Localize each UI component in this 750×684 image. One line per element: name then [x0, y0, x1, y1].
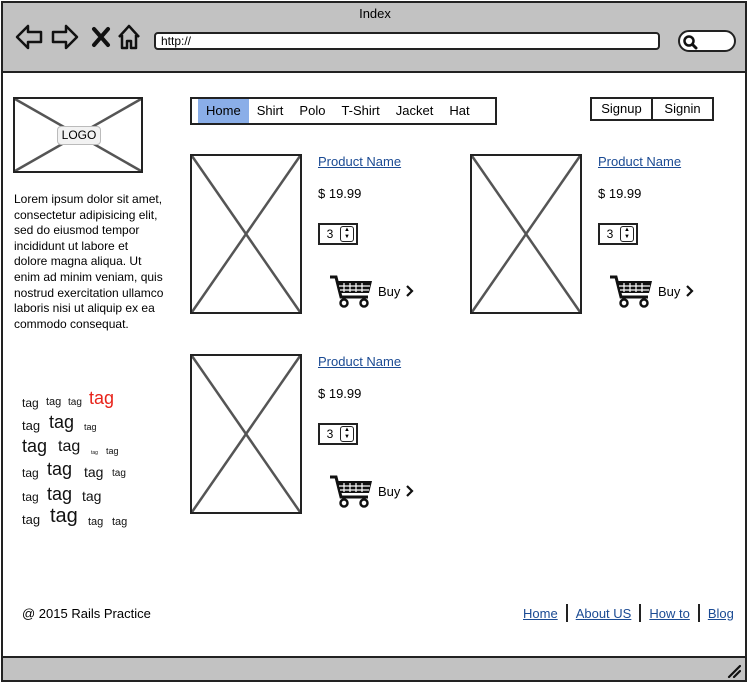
- logo-label: LOGO: [57, 126, 101, 145]
- chevron-right-icon: [406, 485, 414, 497]
- home-icon[interactable]: [116, 22, 142, 52]
- window-title: Index: [359, 6, 391, 21]
- stepper-arrows-icon[interactable]: ▲ ▼: [340, 226, 354, 242]
- quantity-value: 3: [606, 227, 614, 241]
- buy-button[interactable]: [328, 273, 414, 309]
- tag-link[interactable]: tag: [84, 464, 104, 480]
- footer-link-how-to[interactable]: How to: [649, 605, 690, 621]
- tag-link[interactable]: tag: [58, 438, 81, 455]
- image-placeholder-icon: [192, 356, 300, 512]
- quantity-stepper[interactable]: [318, 223, 358, 245]
- divider: [639, 604, 641, 622]
- buy-button[interactable]: [608, 273, 694, 309]
- nav-item-t-shirt[interactable]: T-Shirt: [341, 103, 380, 118]
- tag-link[interactable]: tag: [22, 490, 39, 504]
- status-bar: [1, 656, 747, 682]
- shopping-cart-icon: [608, 273, 654, 309]
- signup-button[interactable]: Signup: [601, 101, 642, 116]
- stepper-arrows-icon[interactable]: ▲ ▼: [620, 226, 634, 242]
- chevron-right-icon: [406, 285, 414, 297]
- tag-link[interactable]: tag: [22, 396, 39, 410]
- tag-link[interactable]: tag: [112, 516, 128, 528]
- tag-link[interactable]: tag: [112, 468, 126, 479]
- back-arrow-icon[interactable]: [14, 22, 44, 52]
- product-image[interactable]: [190, 154, 302, 314]
- tag-link[interactable]: tag: [82, 488, 102, 504]
- product-price: $ 19.99: [318, 386, 362, 401]
- tag-link[interactable]: tag: [22, 512, 41, 527]
- product-name-link[interactable]: Product Name: [318, 154, 402, 169]
- tag-link-highlighted[interactable]: tag: [89, 388, 115, 408]
- image-placeholder-icon: [472, 156, 580, 312]
- product-image[interactable]: [470, 154, 582, 314]
- copyright-text: @ 2015 Rails Practice: [22, 606, 151, 621]
- tag-link[interactable]: tag: [49, 412, 75, 432]
- buy-button[interactable]: [328, 473, 414, 509]
- stepper-arrows-icon[interactable]: ▲ ▼: [340, 426, 354, 442]
- product-name-link[interactable]: Product Name: [318, 354, 402, 369]
- buy-label: Buy: [378, 483, 401, 499]
- sidebar-description: Lorem ipsum dolor sit amet, consectetur adipisicing elit, sed do eiusmod tempor incididunt ut labore et dolore magna aliqua. Ut enim ad minim veniam, quis nostrud exercitation ullamco laboris nisi ut aliquip ex ea commodo consequat.: [14, 192, 164, 331]
- resize-grip-icon[interactable]: [725, 662, 741, 678]
- shopping-cart-icon: [328, 473, 374, 509]
- buy-label: Buy: [378, 283, 401, 299]
- product-name-link[interactable]: Product Name: [598, 154, 682, 169]
- nav-item-shirt[interactable]: Shirt: [256, 103, 284, 118]
- quantity-value: 3: [326, 427, 334, 441]
- shopping-cart-icon: [328, 273, 374, 309]
- main-nav: [190, 97, 497, 125]
- image-placeholder-icon: [192, 156, 300, 312]
- tag-link[interactable]: tag: [46, 396, 62, 408]
- product-price: $ 19.99: [318, 186, 362, 201]
- tag-link[interactable]: tag: [106, 446, 119, 456]
- url-input[interactable]: http://: [154, 32, 660, 50]
- nav-item-hat[interactable]: Hat: [449, 103, 470, 118]
- browser-search-field[interactable]: [678, 30, 736, 52]
- nav-item-jacket[interactable]: Jacket: [395, 103, 434, 118]
- product-image[interactable]: [190, 354, 302, 514]
- nav-item-home[interactable]: Home: [198, 99, 249, 123]
- quantity-value: 3: [326, 227, 334, 241]
- search-icon: [682, 34, 698, 50]
- tag-link[interactable]: tag: [22, 466, 39, 480]
- quantity-stepper[interactable]: [598, 223, 638, 245]
- stop-icon[interactable]: [90, 22, 112, 52]
- tag-link[interactable]: tag: [22, 436, 48, 456]
- product-price: $ 19.99: [598, 186, 642, 201]
- tag-link[interactable]: tag: [88, 516, 104, 528]
- buy-label: Buy: [658, 283, 681, 299]
- footer-link-home[interactable]: Home: [523, 605, 558, 621]
- auth-buttons: [590, 97, 714, 121]
- footer-link-blog[interactable]: Blog: [707, 605, 734, 621]
- divider: [566, 604, 568, 622]
- signin-button[interactable]: Signin: [651, 99, 712, 119]
- tag-link[interactable]: tag: [47, 459, 73, 479]
- nav-item-polo[interactable]: Polo: [299, 103, 326, 118]
- tag-link[interactable]: tag: [50, 505, 78, 527]
- footer-link-about[interactable]: About US: [575, 605, 632, 621]
- chevron-right-icon: [686, 285, 694, 297]
- tag-link[interactable]: tag: [84, 422, 97, 432]
- tag-link[interactable]: tag: [22, 418, 41, 433]
- quantity-stepper[interactable]: [318, 423, 358, 445]
- tag-link[interactable]: tag: [68, 397, 82, 408]
- tag-link[interactable]: tag: [91, 450, 98, 456]
- tag-link[interactable]: tag: [47, 484, 73, 504]
- forward-arrow-icon[interactable]: [50, 22, 80, 52]
- divider: [698, 604, 700, 622]
- footer-nav: [523, 604, 734, 622]
